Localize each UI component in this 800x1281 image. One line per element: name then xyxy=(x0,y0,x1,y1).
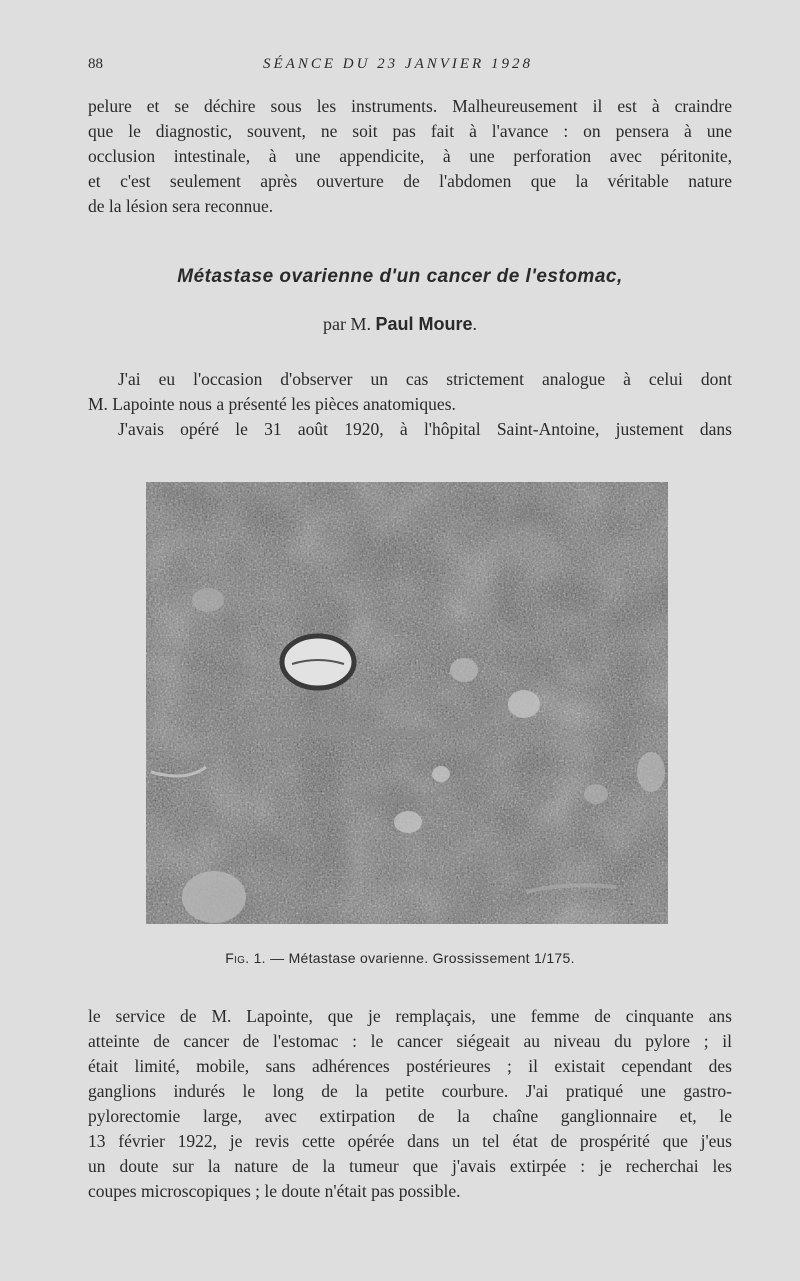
micrograph-figure xyxy=(146,482,668,924)
byline-suffix: . xyxy=(472,314,477,334)
micrograph-image xyxy=(146,482,668,924)
figure-caption xyxy=(0,950,800,966)
text-line: et c'est seulement après ouverture de l'abdomen que la véritable nature xyxy=(88,171,732,191)
text-line: J'ai eu l'occasion d'observer un cas strictement analogue à celui dont xyxy=(118,369,732,389)
running-head-title: SÉANCE DU 23 JANVIER 1928 xyxy=(263,56,533,72)
text-line: occlusion intestinale, à une appendicite, à une perforation avec péritonite, xyxy=(88,146,732,166)
text-line: le service de M. Lapointe, que je remplaçais, une femme de cinquante ans xyxy=(88,1006,732,1026)
byline xyxy=(0,314,800,335)
text-line: ganglions indurés le long de la petite courbure. J'ai pratiqué une gastro- xyxy=(88,1081,732,1101)
caption-text: — Métastase ovarienne. Grossissement 1/175. xyxy=(270,950,575,966)
byline-prefix: par M. xyxy=(322,314,371,334)
paragraph-3 xyxy=(88,1004,732,1204)
text-line: de la lésion sera reconnue. xyxy=(88,196,274,216)
paragraph-2 xyxy=(88,367,732,442)
text-line: pelure et se déchire sous les instruments. Malheureusement il est à craindre xyxy=(88,96,732,116)
running-head xyxy=(88,56,708,78)
text-line: J'avais opéré le 31 août 1920, à l'hôpital Saint-Antoine, justement dans xyxy=(118,419,732,439)
text-line: 13 février 1922, je revis cette opérée dans un tel état de prospérité que j'eus xyxy=(88,1131,732,1151)
paragraph-1 xyxy=(88,94,732,219)
text-line: était limité, mobile, sans adhérences postérieures ; il existait cependant des xyxy=(88,1056,732,1076)
text-line: M. Lapointe nous a présenté les pièces anatomiques. xyxy=(88,394,456,414)
text-line: que le diagnostic, souvent, ne soit pas fait à l'avance : on pensera à une xyxy=(88,121,732,141)
text-line: un doute sur la nature de la tumeur que j'avais extirpée : je recherchai les xyxy=(88,1156,732,1176)
article-title: Métastase ovarienne d'un cancer de l'estomac, xyxy=(177,266,623,287)
page-number: 88 xyxy=(88,56,103,72)
figure-label: Fig. 1. xyxy=(225,950,266,966)
text-line: coupes microscopiques ; le doute n'était pas possible. xyxy=(88,1181,461,1201)
text-line: atteinte de cancer de l'estomac : le cancer siégeait au niveau du pylore ; il xyxy=(88,1031,732,1051)
text-line: pylorectomie large, avec extirpation de la chaîne ganglionnaire et, le xyxy=(88,1106,732,1126)
author-name: Paul Moure xyxy=(375,314,473,334)
